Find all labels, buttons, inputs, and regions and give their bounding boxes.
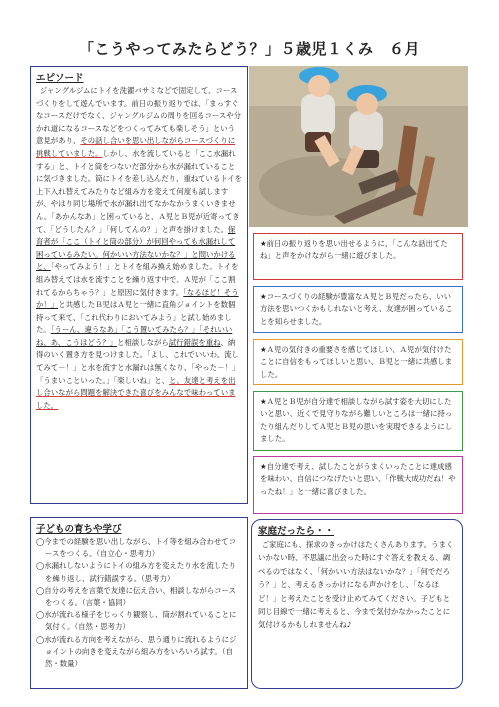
episode-segment: 「やってみよう！」とトイを組み換え始めました。トイを組み替えては水を流すことを繰り返す中で、Ａ児が「ここ割れてるからちゃう？」と原因に気付きます。: [36, 262, 239, 297]
children-playing-image: [249, 66, 468, 227]
episode-segment: と、友達と考えを出し合いながら問題を解決できた喜びをみんなで味わっていました。: [36, 375, 236, 410]
list-item: ◯水漏れしないようにトイの組み方を変えたり水を流したりを繰り返し、試行錯誤する。（思考力）: [36, 561, 237, 583]
growth-box: [30, 517, 248, 689]
episode-segment: と相談しながら: [117, 337, 169, 347]
episode-box: [30, 66, 248, 504]
episode-segment: 、納得のいく置き方を見つけました。「よし、これでいいわ。流してみて－！」と水を流すと水漏れは無くなり、「やった－！」「うまいこといった。」「楽しいね」と、: [36, 337, 240, 385]
episode-segment: ジャングルジムにトイを洗濯バサミなどで固定して、コースづくりをして遊んでいます。前日の振り返りでは、「まっすぐなコースだけでなく、ジャングルジムの周りを回るコースや分かれ道になるコースなどをつくってみても楽しそう」という意見があり、: [36, 86, 242, 146]
growth-heading: 子どもの育ちや学び: [36, 524, 122, 535]
episode-text: [36, 85, 242, 412]
episode-segment: 試行錯誤を重ね: [168, 337, 221, 347]
comment-box-3: ★Ａ児の気付きの重要さを感じてほしい、Ａ児が気付けたことに自信をもってほしいと思い、Ｂ児と一緒に共感しました。: [253, 339, 463, 385]
list-item: ◯水が流れる方向を考えながら、思う通りに流れるようにジョイントの向きを変えながら組み方をいろいろ試す。（自然・数量）: [36, 634, 237, 669]
list-item: ◯自分の考えを言葉で友達に伝え合い、相談しながらコースをつくる。（言葉・協同）: [36, 585, 237, 608]
episode-segment: と共感したＢ児はＡ児と一緒に直角ジョイントを数個持って来て、「これ代わりにおいてみよう」と試し始めました。: [36, 300, 236, 335]
episode-segment: しかし、水を流していると「ここ水漏れする」と、トイと筒をつないだ部分から水が漏れていることに気づきました。筒にトイを差し込んだり、重ねているトイを上下入れ替えてみたりなど組み方を変えて何度も試しますが、やはり同じ場所で水が漏れ出てなかなかうまくいきません。「あかんなあ」と困っていると、Ａ児とＢ児が近寄ってきて、「どうしたん？」「何してんの？」と声を掛けました。: [36, 148, 243, 234]
home-box: [251, 519, 463, 689]
episode-segment: 「うーん、違うなあ」「こう置いてみたら？」「それいいね、あ、こうはどう？」: [36, 325, 233, 347]
children-photo: [249, 66, 468, 227]
page-title: 「こうやってみたらどう？」５歳児１くみ ６月: [78, 40, 420, 58]
episode-heading: エピソード: [36, 73, 84, 84]
episode-segment: 「なるほど！そうか！」: [36, 287, 239, 310]
list-item: ◯水が流れる様子をじっくり観察し、筒が割れていることに気付く。（自然・思考力）: [36, 610, 237, 632]
episode-segment: その話し合いを思い出しながらコースづくりに挑戦していました。: [36, 136, 236, 158]
comment-box-1: ★前日の振り返りを思い出せるように、「こんな話出てたね」と声をかけながら一緒に遊びました。: [253, 233, 463, 280]
home-text: ご家庭にも、探求のきっかけはたくさんあります。うまくいかない時、不思議に出会った時にすぐ答えを教える、調べるのではなく、「何かいい方法はないかな？」「何でだろう？」と、考えるきっかけになる声かけをし、「なるほど！」と考えたことを受け止めてみてください。子どもと同じ目線で一緒に考えると、今まで気付かなかったことに気付けるかもしれませんね♪: [258, 540, 454, 630]
list-item: ◯今までの経験を思い出しながら、トイ等を組み合わせてコースをつくる。（自立心・思考力）: [36, 537, 237, 559]
comment-box-4: ★Ａ児とＢ児が自分達で相談しながら試す姿を大切にしたいと思い、近くで見守りながら難しいところは一緒に持ったり組んだりしてＡ児とＢ児の思いを実現できるようにしました。: [253, 391, 463, 451]
home-heading: 家庭だったら・・: [258, 526, 335, 537]
comment-box-2: ★コースづくりの経験が豊富なＡ児とＢ児だったら、いい方法を思いつくかもしれないと考え、友達が困っていることを知らせました。: [253, 286, 463, 333]
growth-list: [36, 536, 242, 670]
comment-box-5: ★自分達で考え、試したことがうまくいったことに達成感を味わい、自信につなげたいと思い、「作戦大成功だね！やったね！」と一緒に喜びました。: [253, 456, 463, 514]
episode-segment: 保育者が「ここ（トイと筒の部分）が何回やっても水漏れして困っているみたい。何かいい方法ないかな？」と問いかけると、: [36, 224, 236, 272]
